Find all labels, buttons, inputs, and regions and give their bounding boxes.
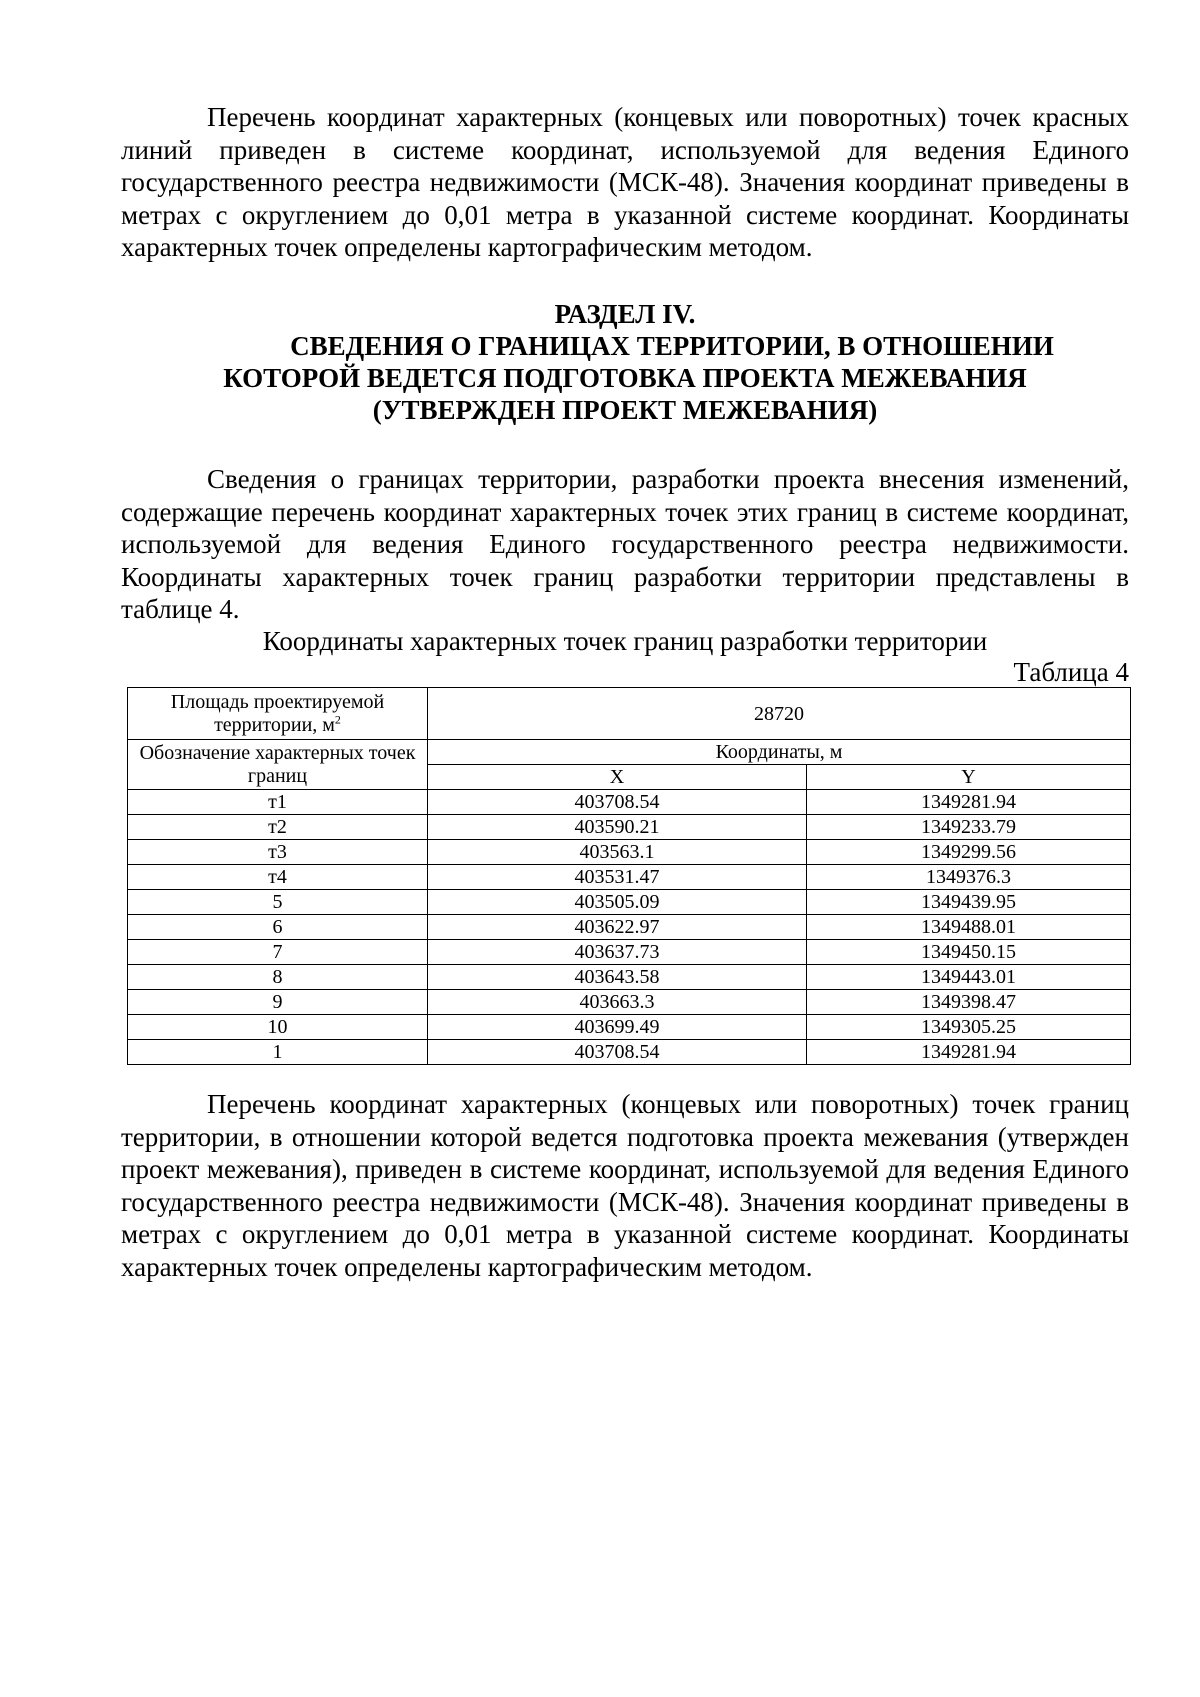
x-coordinate-cell: 403637.73 — [428, 940, 807, 965]
coords-header-row — [128, 740, 1131, 765]
x-column-header: X — [428, 765, 807, 790]
x-coordinate-cell: 403708.54 — [428, 790, 807, 815]
area-value: 28720 — [428, 688, 1131, 740]
table-row — [128, 1040, 1131, 1065]
section-number: РАЗДЕЛ IV. — [554, 299, 696, 329]
point-id-cell: т1 — [128, 790, 428, 815]
table-row — [128, 940, 1131, 965]
x-coordinate-cell: 403531.47 — [428, 865, 807, 890]
table-row — [128, 790, 1131, 815]
point-id-cell: 6 — [128, 915, 428, 940]
point-id-cell: т4 — [128, 865, 428, 890]
y-coordinate-cell: 1349233.79 — [807, 815, 1131, 840]
x-coordinate-cell: 403663.3 — [428, 990, 807, 1015]
y-coordinate-cell: 1349299.56 — [807, 840, 1131, 865]
point-id-cell: 5 — [128, 890, 428, 915]
point-id-cell: т3 — [128, 840, 428, 865]
section-heading — [121, 298, 1129, 426]
table-row — [128, 915, 1131, 940]
point-id-cell: 9 — [128, 990, 428, 1015]
coordinates-table — [127, 687, 1131, 1065]
table-row — [128, 840, 1131, 865]
x-coordinate-cell: 403622.97 — [428, 915, 807, 940]
point-id-cell: 1 — [128, 1040, 428, 1065]
area-row — [128, 688, 1131, 740]
table-row — [128, 1015, 1131, 1040]
point-label-header: Обозначение характерных точек границ — [128, 740, 428, 790]
table-row — [128, 990, 1131, 1015]
area-label-cell — [128, 688, 428, 740]
boundaries-paragraph: Сведения о границах территории, разработки проекта внесения изменений, содержащие перечень координат характерных точек этих границ в системе координат, используемой для ведения Единого государственного реестра недвижимости. Координаты характерных точек границ разработки территории представлены в таблице 4. — [121, 464, 1129, 624]
x-coordinate-cell: 403590.21 — [428, 815, 807, 840]
point-id-cell: 10 — [128, 1015, 428, 1040]
table-row — [128, 865, 1131, 890]
y-coordinate-cell: 1349281.94 — [807, 1040, 1131, 1065]
y-coordinate-cell: 1349439.95 — [807, 890, 1131, 915]
coords-header: Координаты, м — [428, 740, 1131, 765]
y-coordinate-cell: 1349488.01 — [807, 915, 1131, 940]
table-row — [128, 965, 1131, 990]
y-coordinate-cell: 1349398.47 — [807, 990, 1131, 1015]
section-title-line-2: КОТОРОЙ ВЕДЕТСЯ ПОДГОТОВКА ПРОЕКТА МЕЖЕВАНИЯ — [223, 363, 1027, 393]
y-column-header: Y — [807, 765, 1131, 790]
y-coordinate-cell: 1349281.94 — [807, 790, 1131, 815]
area-unit-superscript: 2 — [334, 712, 341, 727]
point-id-cell: 8 — [128, 965, 428, 990]
x-coordinate-cell: 403708.54 — [428, 1040, 807, 1065]
table-row — [128, 815, 1131, 840]
conclusion-paragraph: Перечень координат характерных (концевых или поворотных) точек границ территории, в отношении которой ведется подготовка проекта межевания (утвержден проект межевания), приведен в системе координат, используемой для ведения Единого государственного реестра недвижимости (МСК-48). Значения координат приведены в метрах с округлением до 0,01 метра в указанной системе координат. Координаты характерных точек определены картографическим методом. — [121, 1089, 1129, 1282]
y-coordinate-cell: 1349305.25 — [807, 1015, 1131, 1040]
area-label: Площадь проектируемой территории, м — [170, 691, 385, 736]
y-coordinate-cell: 1349376.3 — [807, 865, 1131, 890]
point-id-cell: т2 — [128, 815, 428, 840]
table-caption: Координаты характерных точек границ разработки территории — [262, 626, 988, 656]
point-id-cell: 7 — [128, 940, 428, 965]
intro-paragraph: Перечень координат характерных (концевых или поворотных) точек красных линий приведен в системе координат, используемой для ведения Единого государственного реестра недвижимости (МСК-48). Значения координат приведены в метрах с округлением до 0,01 метра в указанной системе координат. Координаты характерных точек определены картографическим методом. — [121, 102, 1129, 262]
x-coordinate-cell: 403699.49 — [428, 1015, 807, 1040]
x-coordinate-cell: 403643.58 — [428, 965, 807, 990]
table-row — [128, 890, 1131, 915]
table-label: Таблица 4 — [1013, 657, 1129, 687]
y-coordinate-cell: 1349450.15 — [807, 940, 1131, 965]
x-coordinate-cell: 403563.1 — [428, 840, 807, 865]
section-title-line-1: СВЕДЕНИЯ О ГРАНИЦАХ ТЕРРИТОРИИ, В ОТНОШЕНИИ — [290, 331, 1054, 361]
y-coordinate-cell: 1349443.01 — [807, 965, 1131, 990]
section-title-line-3: (УТВЕРЖДЕН ПРОЕКТ МЕЖЕВАНИЯ) — [372, 395, 878, 425]
x-coordinate-cell: 403505.09 — [428, 890, 807, 915]
